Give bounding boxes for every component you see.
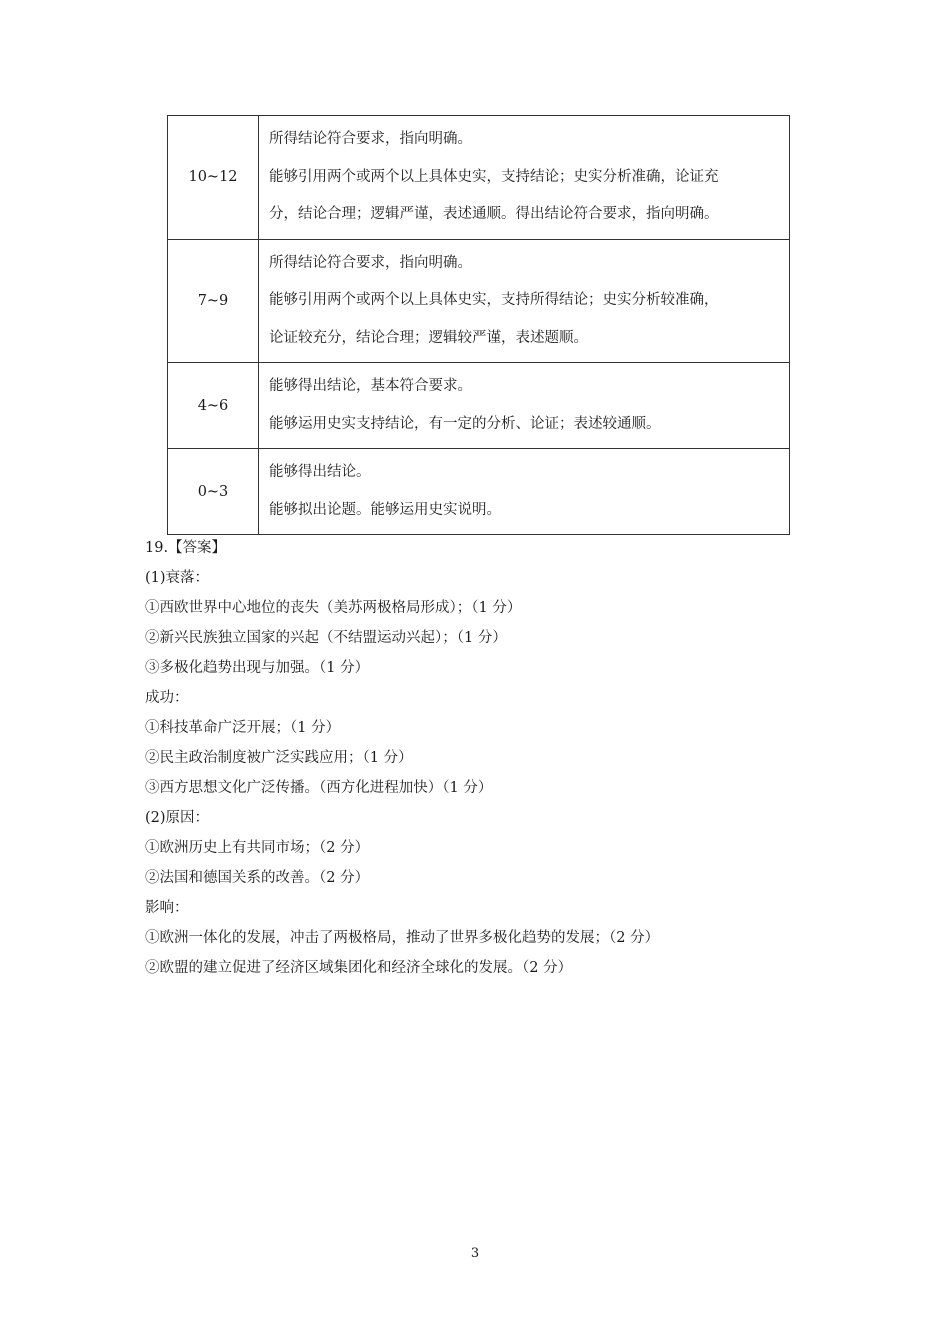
answer-point: ②法国和德国关系的改善。（2 分） — [145, 870, 370, 886]
rubric-description-line: 所得结论符合要求，指向明确。 — [269, 131, 472, 147]
rubric-description-line: 能够运用史实支持结论，有一定的分析、论证；表述较通顺。 — [269, 415, 661, 432]
answer-point: ①西欧世界中心地位的丧失（美苏两极格局形成）；（1 分） — [145, 600, 522, 616]
answer-point: ①欧洲历史上有共同市场；（2 分） — [145, 840, 370, 856]
rubric-description-line: 论证较充分，结论合理；逻辑较严谨，表述题顺。 — [269, 329, 588, 346]
answer-point: ③西方思想文化广泛传播。（西方化进程加快）（1 分） — [145, 780, 493, 796]
rubric-score-cell: 7~9 — [168, 239, 259, 363]
answer-point: ①欧洲一体化的发展，冲击了两极格局，推动了世界多极化趋势的发展；（2 分） — [145, 930, 660, 946]
rubric-description-line: 能够拟出论题。能够运用史实说明。 — [269, 501, 501, 518]
rubric-description-line: 分，结论合理；逻辑严谨，表述通顺。得出结论符合要求，指向明确。 — [269, 206, 719, 222]
rubric-description-cell — [259, 239, 790, 363]
rubric-row — [168, 116, 790, 240]
scoring-rubric-table — [167, 115, 790, 535]
answer-subheading: (1)衰落： — [145, 570, 210, 586]
rubric-description-line: 所得结论符合要求，指向明确。 — [269, 254, 472, 271]
rubric-row — [168, 363, 790, 449]
rubric-description-line: 能够得出结论。 — [269, 464, 371, 480]
answer-subheading: 成功： — [145, 690, 189, 706]
answer-point: ②欧盟的建立促进了经济区域集团化和经济全球化的发展。（2 分） — [145, 960, 573, 976]
answer-point: ②新兴民族独立国家的兴起（不结盟运动兴起）；（1 分） — [145, 630, 507, 646]
page-number: 3 — [470, 1246, 480, 1261]
rubric-description-cell — [259, 449, 790, 535]
answer-point: ③多极化趋势出现与加强。（1 分） — [145, 660, 370, 676]
rubric-row — [168, 239, 790, 363]
answer-section — [145, 533, 659, 983]
rubric-score-cell: 0~3 — [168, 449, 259, 535]
rubric-score-cell: 10~12 — [168, 116, 259, 240]
rubric-row — [168, 449, 790, 535]
answer-subheading: (2)原因： — [145, 810, 210, 826]
answer-point: ②民主政治制度被广泛实践应用；（1 分） — [145, 750, 413, 766]
answer-point: ①科技革命广泛开展；（1 分） — [145, 720, 341, 736]
answer-heading: 19.【答案】 — [145, 540, 227, 556]
rubric-description-line: 能够得出结论，基本符合要求。 — [269, 378, 472, 394]
rubric-description-line: 能够引用两个或两个以上具体史实，支持结论；史实分析准确，论证充 — [269, 168, 719, 185]
rubric-description-cell — [259, 116, 790, 240]
rubric-description-line: 能够引用两个或两个以上具体史实，支持所得结论；史实分析较准确， — [269, 292, 719, 308]
answer-subheading: 影响： — [145, 900, 189, 916]
rubric-score-cell: 4~6 — [168, 363, 259, 449]
rubric-description-cell — [259, 363, 790, 449]
